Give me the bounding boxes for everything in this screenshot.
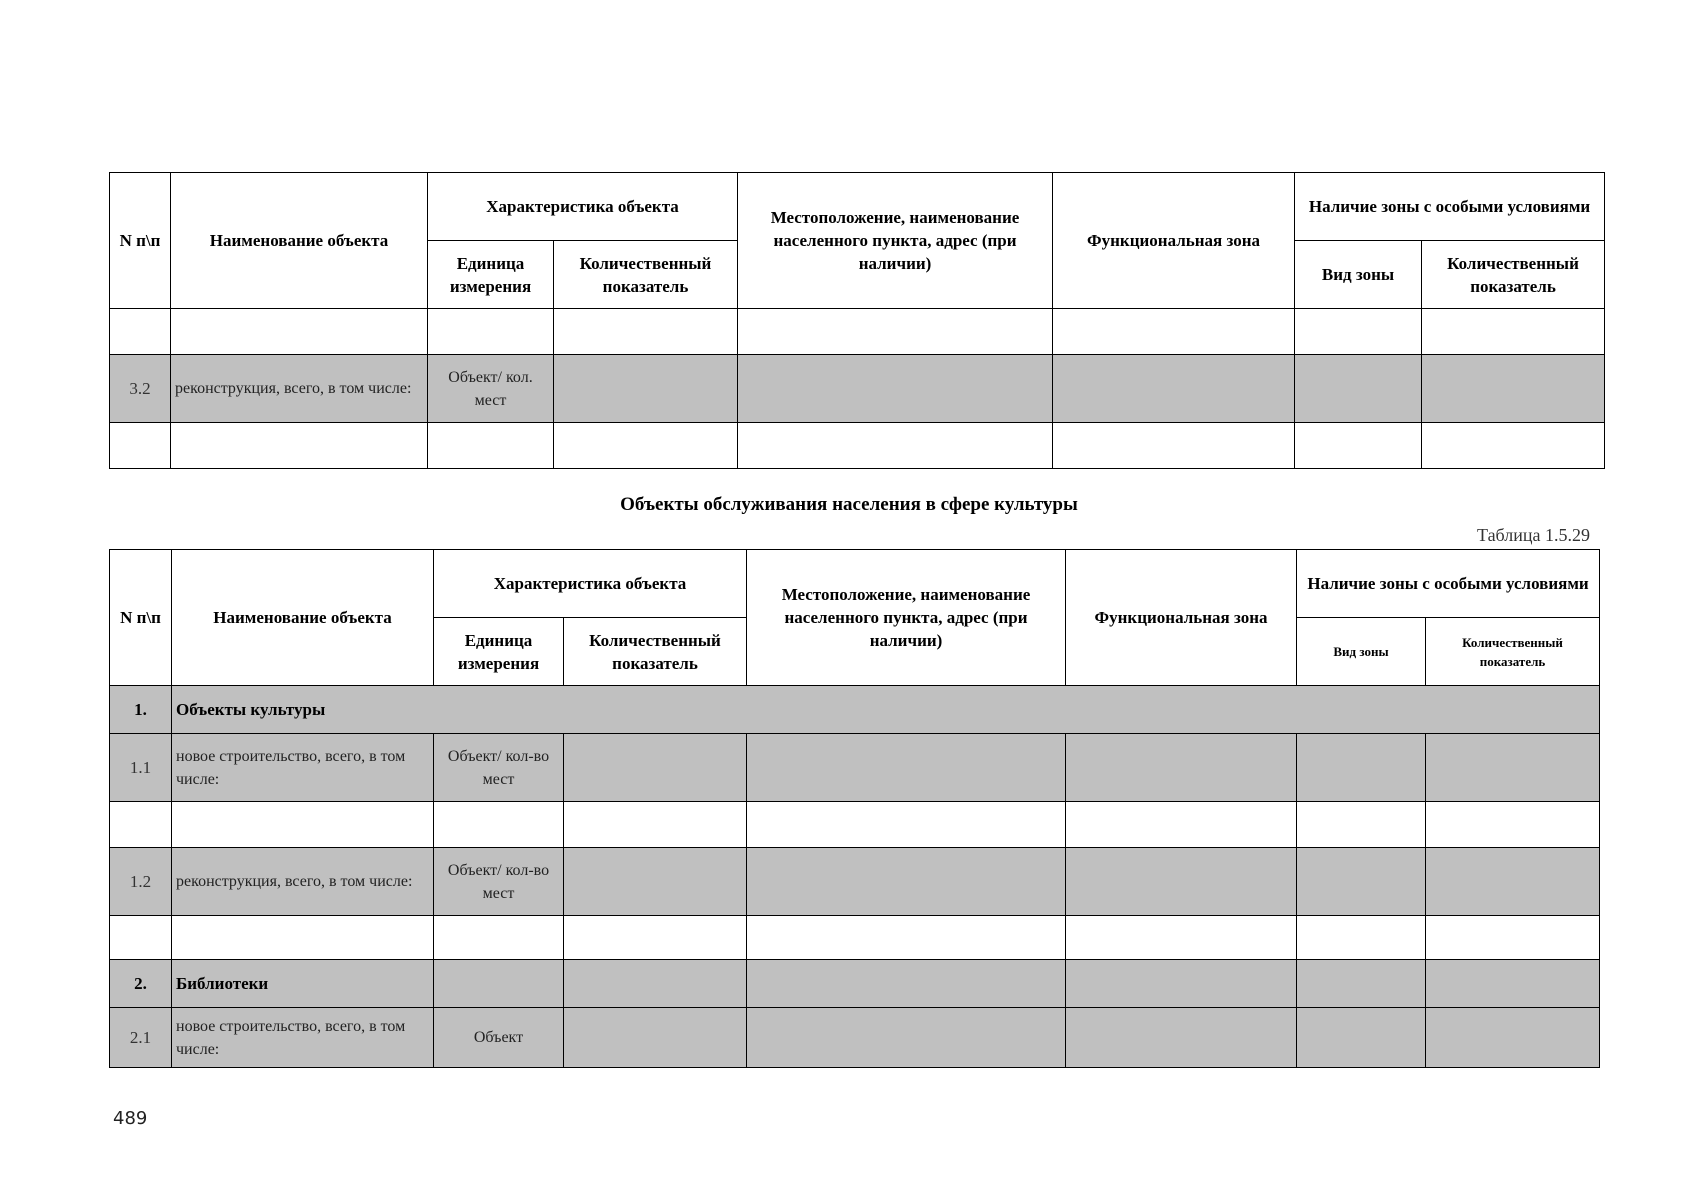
header-special-zone: Наличие зоны с особыми условиями [1297, 550, 1600, 618]
table-number: Таблица 1.5.29 [1477, 525, 1590, 545]
table-row [110, 423, 1605, 469]
header-location: Местоположение, наименование населенного пункта, адрес (при наличии) [738, 173, 1053, 309]
table-row [110, 802, 1600, 848]
table-row [110, 960, 1600, 1008]
row-num: 1. [110, 686, 172, 734]
row-name: новое строительство, всего, в том числе: [172, 1008, 434, 1068]
row-unit: Объект/ кол-во мест [434, 848, 564, 916]
header-quantity: Количественный показатель [564, 618, 747, 686]
header-zone-quantity: Количественный показатель [1422, 241, 1605, 309]
header-zone-quantity: Количественный показатель [1426, 618, 1600, 686]
row-num: 3.2 [110, 355, 171, 423]
row-num: 2.1 [110, 1008, 172, 1068]
row-num: 2. [110, 960, 172, 1008]
row-unit: Объект/ кол. мест [428, 355, 554, 423]
table-caption: Объекты обслуживания населения в сфере культуры [620, 494, 1078, 515]
header-unit: Единица измерения [428, 241, 554, 309]
row-num: 1.1 [110, 734, 172, 802]
header-name: Наименование объекта [172, 550, 434, 686]
header-zone-type: Вид зоны [1295, 241, 1422, 309]
header-name: Наименование объекта [171, 173, 428, 309]
table-row [110, 848, 1600, 916]
table-row [110, 355, 1605, 423]
header-special-zone: Наличие зоны с особыми условиями [1295, 173, 1605, 241]
header-characteristic: Характеристика объекта [428, 173, 738, 241]
header-characteristic: Характеристика объекта [434, 550, 747, 618]
header-unit: Единица измерения [434, 618, 564, 686]
table-row [110, 686, 1600, 734]
header-location: Местоположение, наименование населенного пункта, адрес (при наличии) [747, 550, 1066, 686]
table-row [110, 1008, 1600, 1068]
header-function-zone: Функциональная зона [1053, 173, 1295, 309]
header-quantity: Количественный показатель [554, 241, 738, 309]
table-top [109, 172, 1605, 469]
table-row [110, 734, 1600, 802]
table-culture [109, 549, 1600, 1068]
row-num: 1.2 [110, 848, 172, 916]
table-row [110, 309, 1605, 355]
header-zone-type: Вид зоны [1297, 618, 1426, 686]
header-function-zone: Функциональная зона [1066, 550, 1297, 686]
row-unit: Объект/ кол-во мест [434, 734, 564, 802]
row-name: реконструкция, всего, в том числе: [172, 848, 434, 916]
table-row [110, 916, 1600, 960]
header-num: N п\п [110, 550, 172, 686]
row-name: новое строительство, всего, в том числе: [172, 734, 434, 802]
header-num: N п\п [110, 173, 171, 309]
page-number: 489 [113, 1108, 148, 1129]
row-section-title: Объекты культуры [172, 686, 1600, 734]
row-name: реконструкция, всего, в том числе: [171, 355, 428, 423]
row-unit: Объект [434, 1008, 564, 1068]
row-section-title: Библиотеки [172, 960, 434, 1008]
